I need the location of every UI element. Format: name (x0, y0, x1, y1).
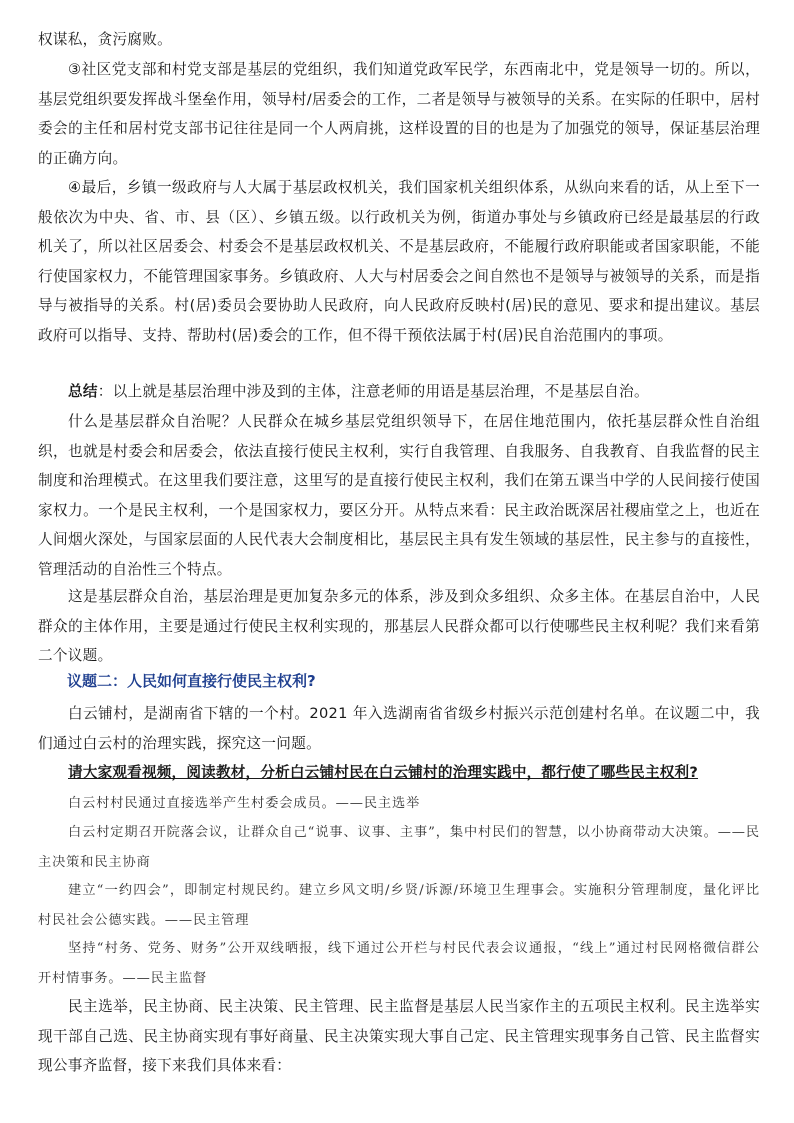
paragraph-five-rights: 民主选举，民主协商、民主决策、民主管理、民主监督是基层人民当家作主的五项民主权利。民主选举实现干部自己选、民主协商实现有事好商量、民主决策实现大事自己定、民主管理实现事务自己管、民主监督实现公事齐监督，接下来我们具体来看： (38, 998, 760, 1075)
task-instruction: 请大家观看视频，阅读教材，分析白云铺村民在白云铺村的治理实践中，都行使了哪些民主权利? (68, 764, 699, 781)
quote-democratic-supervision: 坚持“村务、党务、财务”公开双线晒报，线下通过公开栏与村民代表会议通报，“线上”通过村民网格微信群公开村情事务。——民主监督 (38, 941, 760, 986)
quote-democratic-election: 白云村村民通过直接选举产生村委会成员。——民主选举 (68, 796, 421, 811)
paragraph-baiyunpu-intro: 白云铺村，是湖南省下辖的一个村。2021 年入选湖南省省级乡村振兴示范创建村名单。在议题二中，我们通过白云村的治理实践，探究这一问题。 (38, 705, 760, 752)
summary-label: 总结 (68, 383, 98, 400)
paragraph-transition: 这是基层群众自治，基层治理是更加复杂多元的体系，涉及到众多组织、众多主体。在基层自治中，人民群众的主体作用，主要是通过行使民主权利实现的，那基层人民群众都可以行使哪些民主权利呢？我们来看第二个议题。 (38, 588, 760, 665)
paragraph-party-branch: ③社区党支部和村党支部是基层的党组织，我们知道党政军民学，东西南北中，党是领导一切的。所以，基层党组织要发挥战斗堡垒作用，领导村/居委会的工作，二者是领导与被领导的关系。在实际的任职中，居村委会的主任和居村党支部书记往往是同一个人两肩挑，这样设置的目的也是为了加强党的领导，保证基层治理的正确方向。 (38, 61, 760, 167)
quote-democratic-management: 建立“一约四会”，即制定村规民约。建立乡风文明/乡贤/诉源/环境卫生理事会。实施积分管理制度，量化评比村民社会公德实践。——民主管理 (38, 883, 760, 928)
summary-text: ：以上就是基层治理中涉及到的主体，注意老师的用语是基层治理，不是基层自治。 (97, 383, 649, 400)
paragraph-summary (38, 377, 760, 407)
paragraph-township-government: ④最后，乡镇一级政府与人大属于基层政权机关，我们国家机关组织体系，从纵向来看的话，从上至下一般依次为中央、省、市、县（区）、乡镇五级。以行政机关为例，街道办事处与乡镇政府已经是最基层的行政机关了，所以社区居委会、村委会不是基层政权机关、不是基层政府，不能履行政府职能或者国家职能，不能行使国家权力，不能管理国家事务。乡镇政府、人大与村居委会之间自然也不是领导与被领导的关系，而是指导与被指导的关系。村(居)委员会要协助人民政府，向人民政府反映村(居)民的意见、要求和提出建议。基层政府可以指导、支持、帮助村(居)委会的工作，但不得干预依法属于村(居)民自治范围内的事项。 (38, 179, 760, 344)
paragraph-intro-tail: 权谋私，贪污腐败。 (38, 31, 173, 48)
quote-democratic-decision: 白云村定期召开院落会议，让群众自己“说事、议事、主事”，集中村民们的智慧，以小协商带动大决策。——民主决策和民主协商 (38, 825, 760, 870)
topic-two-heading: 议题二：人民如何直接行使民主权利? (67, 672, 316, 690)
paragraph-grassroots-autonomy: 什么是基层群众自治呢？人民群众在城乡基层党组织领导下，在居住地范围内，依托基层群众性自治组织，也就是村委会和居委会，依法直接行使民主权利，实行自我管理、自我服务、自我教育、自我监督的民主制度和治理模式。在这里我们要注意，这里写的是直接行使民主权利，我们在第五课当中学的人民间接行使国家权力。一个是民主权利，一个是国家权力，要区分开。从特点来看：民主政治既深居社稷庙堂之上，也近在人间烟火深处，与国家层面的人民代表大会制度相比，基层民主具有发生领域的基层性，民主参与的直接性，管理活动的自治性三个特点。 (38, 413, 760, 578)
